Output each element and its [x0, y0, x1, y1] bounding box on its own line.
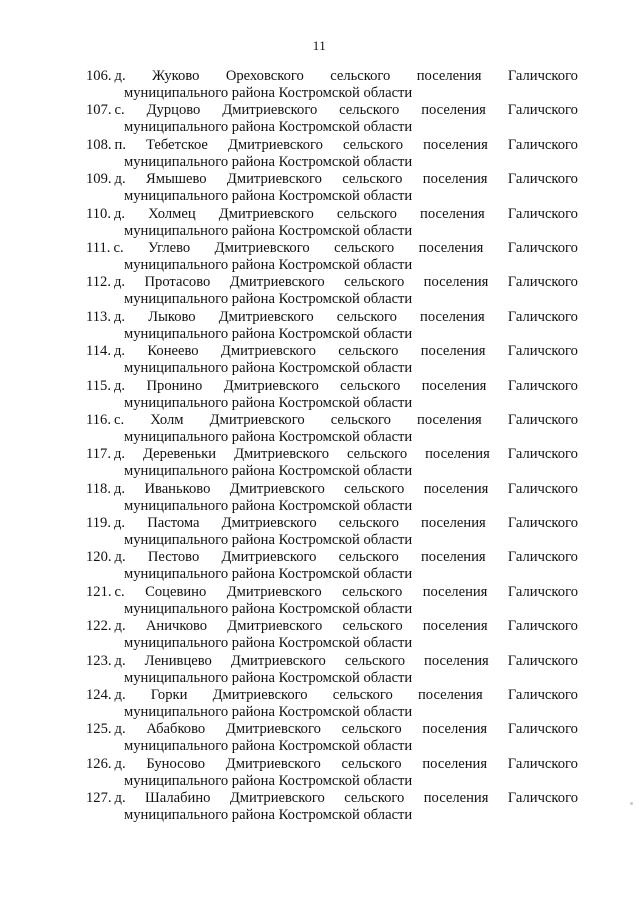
entry-number: 115.	[86, 377, 111, 394]
entry-word: сельского	[344, 274, 405, 291]
list-item	[86, 549, 578, 583]
list-item	[86, 687, 578, 721]
list-item	[86, 446, 578, 480]
entry-first-line	[86, 206, 578, 223]
entry-number-and-type	[86, 618, 126, 635]
entry-number: 125.	[86, 721, 112, 738]
entry-word: Галичского	[507, 205, 578, 222]
entry-first-line	[86, 790, 578, 807]
settlement-type: д.	[114, 377, 126, 394]
entry-word: сельского	[336, 205, 397, 222]
entry-number: 111.	[86, 239, 111, 256]
entry-word: поселения	[417, 687, 483, 704]
entry-word: сельского	[344, 652, 406, 669]
settlement-type: д.	[114, 308, 126, 325]
entry-number-and-type	[86, 309, 125, 326]
entry-number-and-type	[86, 343, 125, 360]
settlement-name: Холм	[150, 411, 184, 428]
entry-first-line	[86, 653, 578, 670]
entry-word: сельского	[341, 721, 402, 738]
entry-word: поселения	[423, 136, 488, 153]
settlement-name: Аничково	[145, 618, 208, 635]
entry-word: поселения	[422, 618, 488, 635]
entry-number: 108.	[86, 136, 112, 153]
entry-second-line: муниципального района Костромской области	[124, 497, 413, 514]
entry-word: Галичского	[507, 343, 578, 360]
entry-second-line: муниципального района Костромской области	[124, 566, 413, 583]
settlement-name: Тебетское	[146, 136, 208, 153]
list-item	[86, 171, 578, 205]
settlement-type: с.	[113, 239, 124, 256]
entry-word: Галичского	[507, 618, 578, 635]
entry-word: поселения	[423, 274, 489, 291]
entry-number-and-type	[86, 584, 125, 601]
entry-first-line	[86, 549, 578, 566]
settlement-type: с.	[114, 583, 125, 600]
entry-word: Дмитриевского	[225, 755, 321, 772]
entry-first-line	[86, 481, 578, 498]
entry-number: 113.	[86, 308, 111, 325]
entry-word: Галичского	[507, 377, 578, 394]
entry-second-line: муниципального района Костромской области	[124, 394, 413, 411]
entry-word: Галичского	[507, 68, 578, 84]
settlement-type: д.	[114, 790, 126, 807]
entry-first-line	[86, 343, 578, 360]
settlement-list	[86, 68, 578, 825]
entry-first-line	[86, 309, 578, 326]
entry-word: Дмитриевского	[229, 790, 325, 807]
entry-number-and-type	[86, 412, 124, 429]
entry-word: Галичского	[507, 102, 578, 119]
entry-number-and-type	[86, 549, 126, 566]
entry-word: поселения	[422, 171, 488, 188]
entry-second-line: муниципального района Костромской области	[124, 807, 413, 824]
entry-number: 127.	[86, 790, 112, 807]
list-item	[86, 343, 578, 377]
settlement-type: п.	[114, 136, 127, 153]
entry-word: Галичского	[507, 480, 578, 497]
list-item	[86, 274, 578, 308]
entry-word: Дмитриевского	[218, 308, 314, 325]
entry-first-line	[86, 240, 578, 257]
entry-second-line: муниципального района Костромской области	[124, 463, 413, 480]
entry-number: 107.	[86, 102, 112, 119]
entry-first-line	[86, 515, 578, 532]
list-item	[86, 721, 578, 755]
entry-second-line: муниципального района Костромской области	[124, 738, 413, 755]
entry-word: Дмитриевского	[234, 446, 330, 463]
entry-word: поселения	[423, 790, 489, 807]
entry-second-line: муниципального района Костромской области	[124, 256, 413, 273]
entry-number: 118.	[86, 480, 111, 497]
entry-word: Галичского	[507, 411, 578, 428]
entry-first-line	[86, 102, 578, 119]
entry-word: Галичского	[507, 549, 578, 566]
entry-number: 112.	[86, 274, 111, 291]
entry-word: поселения	[422, 583, 488, 600]
entry-word: сельского	[334, 239, 395, 256]
entry-second-line: муниципального района Костромской области	[124, 153, 413, 170]
entry-number: 124.	[86, 687, 112, 704]
entry-word: сельского	[342, 583, 403, 600]
list-item	[86, 137, 578, 171]
entry-number: 116.	[86, 411, 111, 428]
entry-first-line	[86, 584, 578, 601]
entry-first-line	[86, 412, 578, 429]
settlement-name: Иваньково	[144, 480, 211, 497]
entry-word: Дмитриевского	[214, 239, 310, 256]
list-item	[86, 309, 578, 343]
settlement-type: д.	[114, 205, 126, 222]
scan-speck	[630, 802, 633, 805]
settlement-name: Буносово	[146, 755, 206, 772]
entry-word: сельского	[339, 102, 400, 119]
entry-word: Галичского	[507, 308, 578, 325]
page-number: 11	[312, 38, 327, 53]
list-item	[86, 412, 578, 446]
entry-word: Дмитриевского	[227, 136, 323, 153]
entry-second-line: муниципального района Костромской области	[124, 532, 413, 549]
settlement-type: д.	[114, 755, 126, 772]
entry-second-line: муниципального района Костромской области	[124, 600, 413, 617]
entry-second-line: муниципального района Костромской области	[124, 188, 413, 205]
entry-number-and-type	[86, 687, 126, 704]
entry-first-line	[86, 137, 578, 154]
entry-number-and-type	[86, 481, 125, 498]
settlement-name: Дурцово	[146, 102, 201, 119]
entry-word: Галичского	[507, 274, 578, 291]
settlement-name: Деревеньки	[143, 446, 217, 463]
settlement-type: д.	[114, 446, 126, 463]
settlement-name: Лыково	[148, 308, 196, 325]
entry-word: поселения	[422, 721, 488, 738]
entry-word: Галичского	[507, 446, 578, 463]
settlement-type: д.	[114, 171, 126, 188]
settlement-type: д.	[114, 68, 126, 84]
entry-word: поселения	[421, 377, 487, 394]
entry-word: сельского	[332, 687, 393, 704]
entry-word: Дмитриевского	[229, 480, 325, 497]
entry-number-and-type	[86, 721, 126, 738]
entry-number-and-type	[86, 102, 125, 119]
entry-word: поселения	[422, 755, 488, 772]
settlement-type: д.	[114, 480, 126, 497]
entry-second-line: муниципального района Костромской области	[124, 325, 413, 342]
settlement-name: Шалабино	[145, 790, 211, 807]
entry-word: сельского	[340, 377, 401, 394]
settlement-type: д.	[114, 687, 126, 704]
entry-word: поселения	[416, 68, 482, 84]
entry-word: Дмитриевского	[218, 205, 314, 222]
entry-number-and-type	[86, 653, 126, 670]
settlement-type: д.	[114, 549, 126, 566]
entry-first-line	[86, 378, 578, 395]
entry-word: Галичского	[507, 652, 578, 669]
entry-word: Галичского	[507, 721, 578, 738]
entry-number: 126.	[86, 755, 112, 772]
entry-second-line: муниципального района Костромской области	[124, 222, 413, 239]
entry-word: Дмитриевского	[230, 652, 326, 669]
settlement-name: Соцевино	[145, 583, 207, 600]
entry-word: Дмитриевского	[226, 583, 322, 600]
entry-number: 120.	[86, 549, 112, 566]
list-item	[86, 481, 578, 515]
list-item	[86, 378, 578, 412]
settlement-type: с.	[114, 411, 125, 428]
settlement-name: Протасово	[144, 274, 211, 291]
entry-word: Ореховского	[225, 68, 304, 84]
entry-word: сельского	[341, 755, 402, 772]
entry-number: 121.	[86, 583, 112, 600]
entry-word: поселения	[420, 205, 485, 222]
entry-number-and-type	[86, 68, 126, 85]
entry-word: поселения	[421, 102, 486, 119]
entry-word: поселения	[425, 446, 490, 463]
entry-word: поселения	[417, 411, 482, 428]
settlement-name: Пастома	[147, 515, 200, 532]
entry-word: Галичского	[507, 790, 578, 807]
settlement-name: Горки	[150, 687, 188, 704]
settlement-type: д.	[114, 274, 126, 291]
entry-word: Дмитриевского	[229, 274, 325, 291]
entry-second-line: муниципального района Костромской области	[124, 119, 413, 136]
entry-word: Дмитриевского	[209, 411, 305, 428]
list-item	[86, 618, 578, 652]
list-item	[86, 240, 578, 274]
entry-word: Дмитриевского	[226, 171, 322, 188]
settlement-type: д.	[114, 343, 126, 360]
entry-word: Галичского	[507, 755, 578, 772]
entry-second-line: муниципального района Костромской области	[124, 669, 413, 686]
entry-word: сельского	[330, 411, 391, 428]
entry-first-line	[86, 171, 578, 188]
settlement-name: Конеево	[147, 343, 199, 360]
settlement-name: Углево	[148, 239, 191, 256]
entry-word: сельского	[344, 480, 405, 497]
entry-first-line	[86, 68, 578, 85]
entry-first-line	[86, 618, 578, 635]
settlement-name: Ленивцево	[144, 652, 212, 669]
list-item	[86, 102, 578, 136]
entry-number-and-type	[86, 240, 124, 257]
entry-number: 106.	[86, 68, 112, 84]
entry-number-and-type	[86, 515, 125, 532]
entry-word: поселения	[420, 308, 485, 325]
entry-word: поселения	[423, 480, 489, 497]
settlement-type: д.	[114, 515, 126, 532]
entry-word: поселения	[418, 239, 484, 256]
entry-word: сельского	[338, 515, 399, 532]
entry-second-line: муниципального района Костромской области	[124, 428, 413, 445]
entry-number: 117.	[86, 446, 111, 463]
entry-first-line	[86, 687, 578, 704]
entry-number-and-type	[86, 378, 125, 395]
entry-first-line	[86, 721, 578, 738]
entry-word: Галичского	[507, 515, 578, 532]
list-item	[86, 68, 578, 102]
entry-number: 110.	[86, 205, 111, 222]
entry-word: поселения	[420, 343, 486, 360]
entry-word: Галичского	[507, 171, 578, 188]
settlement-name: Пронино	[146, 377, 203, 394]
entry-word: сельского	[342, 171, 403, 188]
entry-word: Дмитриевского	[212, 687, 308, 704]
list-item	[86, 206, 578, 240]
entry-number-and-type	[86, 790, 126, 807]
entry-second-line: муниципального района Костромской области	[124, 772, 413, 789]
entry-number-and-type	[86, 206, 125, 223]
entry-word: сельского	[338, 549, 399, 566]
entry-word: Дмитриевского	[222, 102, 318, 119]
entry-word: сельского	[330, 68, 391, 84]
entry-word: Дмитриевского	[225, 721, 321, 738]
entry-word: поселения	[420, 549, 486, 566]
entry-word: сельского	[342, 136, 404, 153]
entry-number-and-type	[86, 171, 126, 188]
entry-number-and-type	[86, 137, 126, 154]
entry-word: Галичского	[507, 583, 578, 600]
entry-first-line	[86, 446, 578, 463]
entry-number: 114.	[86, 343, 111, 360]
list-item	[86, 584, 578, 618]
settlement-name: Ямышево	[145, 171, 207, 188]
list-item	[86, 756, 578, 790]
entry-second-line: муниципального района Костромской области	[124, 85, 413, 101]
entry-number-and-type	[86, 756, 126, 773]
entry-number: 123.	[86, 652, 112, 669]
entry-word: Дмитриевского	[220, 343, 316, 360]
settlement-name: Абабково	[146, 721, 206, 738]
entry-word: сельского	[344, 790, 405, 807]
settlement-type: д.	[114, 652, 126, 669]
entry-number: 119.	[86, 515, 111, 532]
entry-word: Дмитриевского	[227, 618, 323, 635]
entry-word: Дмитриевского	[223, 377, 319, 394]
entry-word: сельского	[347, 446, 408, 463]
entry-number-and-type	[86, 446, 125, 463]
settlement-name: Пестово	[147, 549, 200, 566]
settlement-type: с.	[114, 102, 125, 119]
list-item	[86, 515, 578, 549]
settlement-type: д.	[114, 721, 126, 738]
entry-second-line: муниципального района Костромской области	[124, 704, 413, 721]
entry-word: Галичского	[507, 239, 578, 256]
entry-word: Галичского	[507, 136, 578, 153]
list-item	[86, 653, 578, 687]
settlement-name: Жуково	[152, 68, 200, 84]
settlement-name: Холмец	[148, 205, 196, 222]
list-item	[86, 790, 578, 824]
entry-first-line	[86, 274, 578, 291]
entry-word: поселения	[421, 515, 486, 532]
entry-first-line	[86, 756, 578, 773]
entry-word: сельского	[336, 308, 397, 325]
entry-word: Галичского	[507, 687, 578, 704]
entry-word: Дмитриевского	[221, 549, 317, 566]
entry-number: 122.	[86, 618, 112, 635]
entry-number: 109.	[86, 171, 112, 188]
entry-word: поселения	[424, 652, 489, 669]
entry-second-line: муниципального района Костромской области	[124, 360, 413, 377]
settlement-type: д.	[114, 618, 126, 635]
entry-second-line: муниципального района Костромской области	[124, 635, 413, 652]
entry-number-and-type	[86, 274, 125, 291]
entry-word: сельского	[342, 618, 403, 635]
entry-word: сельского	[338, 343, 399, 360]
entry-word: Дмитриевского	[221, 515, 317, 532]
entry-second-line: муниципального района Костромской области	[124, 291, 413, 308]
